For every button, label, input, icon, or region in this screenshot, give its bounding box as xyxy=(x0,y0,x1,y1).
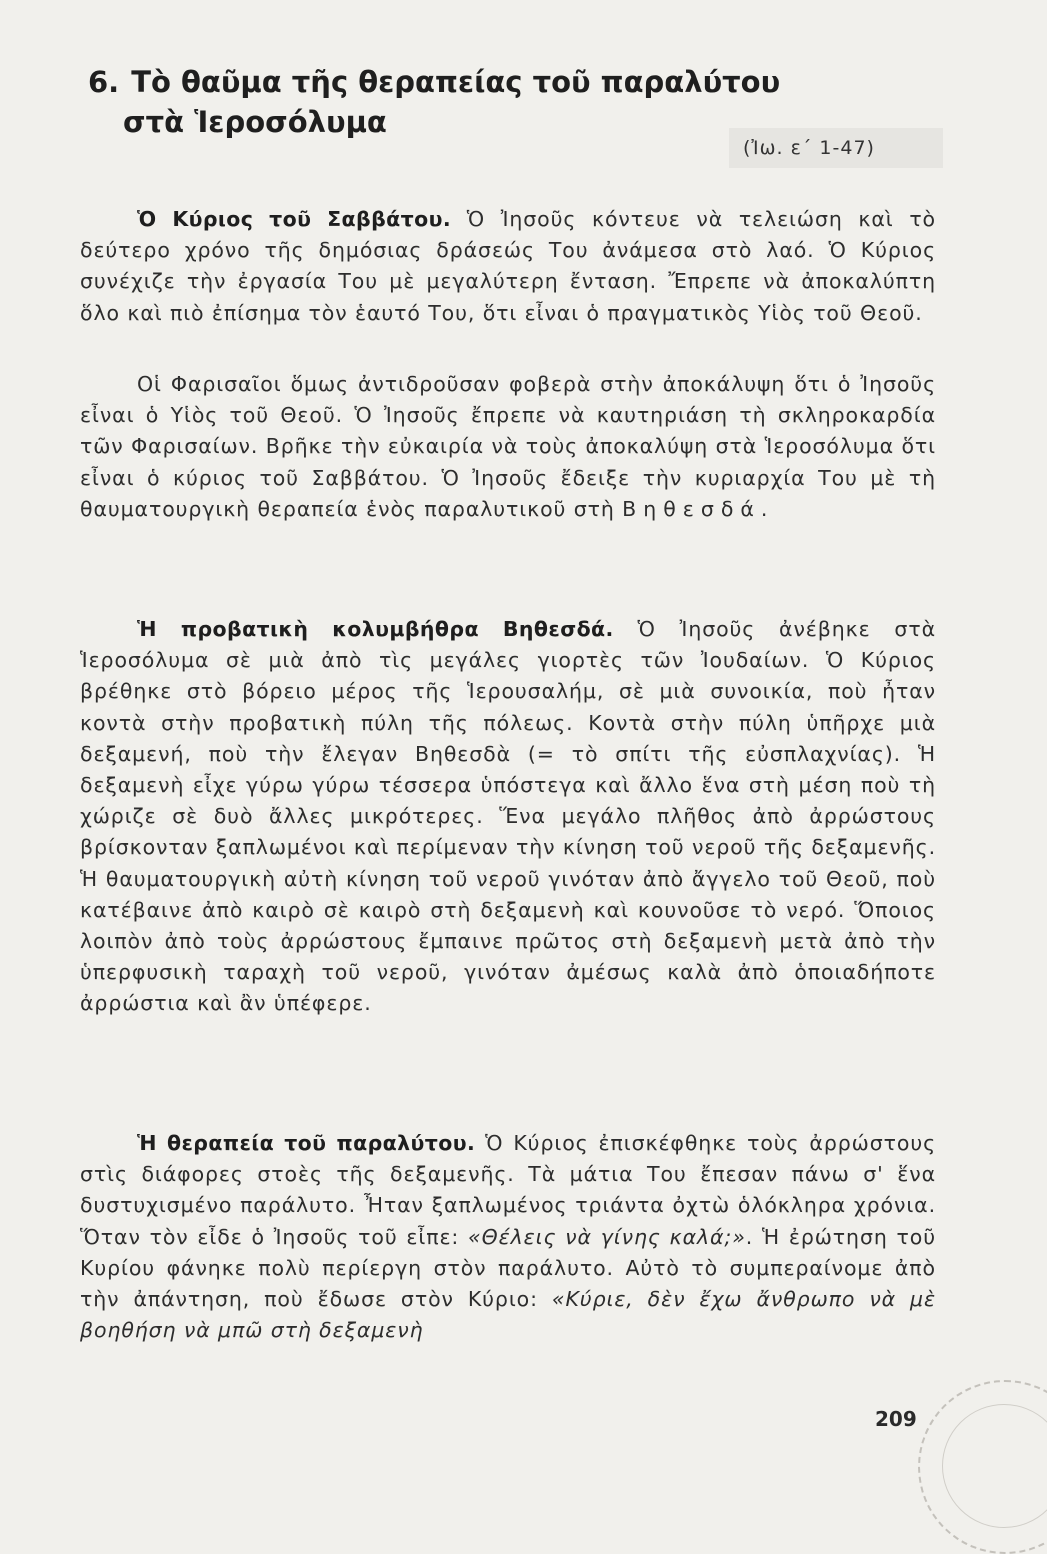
chapter-number: 6. xyxy=(88,65,120,99)
page-number: 209 xyxy=(875,1407,917,1431)
section-heading: Ὁ Κύριος τοῦ Σαββάτου. xyxy=(137,207,452,231)
paragraph-text-end: . xyxy=(760,496,769,521)
paragraph-text: Ὁ Κύριος ἐπισκέφθηκε τοὺς ἀρρώστους στὶς διάφορες στοὲς τῆς δεξαμενῆς. Τὰ μάτια Του ἔπεσαν πάνω σ' ἕνα δυστυχισμένο παράλυτο. Ἦταν ξαπλωμένος τριάντα ὀχτὼ ὁλόκληρα χρόνια. Ὅταν τὸν εἶδε ὁ Ἰησοῦς τοῦ εἶπε: xyxy=(80,1131,937,1249)
scripture-reference: (Ἰω. ε´ 1-47) xyxy=(729,128,943,168)
chapter-title-line-2: στὰ Ἱεροσόλυμα xyxy=(123,105,387,139)
chapter-title-line-1: Τὸ θαῦμα τῆς θεραπείας τοῦ παραλύτου xyxy=(131,65,781,99)
stamp-inner-ring xyxy=(942,1404,1047,1528)
paragraph-text-continued: . Ἡ ἐρώτηση τοῦ Κυρίου φάνηκε πολὺ περίεργη στὸν παράλυτο. Αὐτὸ τὸ συμπεραίνομε ἀπὸ τὴν ἀπάντηση, ποὺ ἔδωσε στὸν Κύριο: xyxy=(80,1224,936,1312)
library-stamp xyxy=(918,1380,1047,1554)
paragraph-text: Οἱ Φαρισαῖοι ὅμως ἀντιδροῦσαν φοβερὰ στὴν ἀποκάλυψη ὅτι ὁ Ἰησοῦς εἶναι ὁ Υἱὸς τοῦ Θεοῦ. Ὁ Ἰησοῦς ἔπρεπε νὰ καυτηριάση τὴ σκληροκαρδία τῶν Φαρισαίων. Βρῆκε τὴν εὐκαιρία νὰ τοὺς ἀποκαλύψη στὰ Ἱεροσόλυμα ὅτι εἶναι ὁ κύριος τοῦ Σαββάτου. Ὁ Ἰησοῦς ἔδειξε τὴν κυριαρχία Του μὲ τὴ θαυματουργικὴ θεραπεία ἑνὸς παραλυτικοῦ στὴ xyxy=(80,372,936,521)
paragraph-pool-bethesda xyxy=(80,614,936,1020)
spaced-place-name: Βηθεσδά xyxy=(622,496,761,521)
section-heading: Ἡ θεραπεία τοῦ παραλύτου. xyxy=(137,1131,476,1155)
paragraph-lord-of-sabbath xyxy=(80,204,936,329)
paragraph-healing xyxy=(80,1128,936,1346)
paragraph-pharisees xyxy=(80,369,936,525)
section-heading: Ἡ προβατικὴ κολυμβήθρα Βηθεσδά. xyxy=(137,617,614,641)
paragraph-text: Ὁ Ἰησοῦς κόντευε νὰ τελειώση καὶ τὸ δεύτερο χρόνο τῆς δημόσιας δράσεώς Του ἀνάμεσα στὸ λαό. Ὁ Κύριος συνέχιζε τὴν ἐργασία Του μὲ μεγαλύτερη ἔνταση. Ἔπρεπε νὰ ἀποκαλύπτη ὅλο καὶ πιὸ ἐπίσημα τὸν ἑαυτό Του, ὅτι εἶναι ὁ πραγματικὸς Υἱὸς τοῦ Θεοῦ. xyxy=(80,207,937,325)
paragraph-text: Ὁ Ἰησοῦς ἀνέβηκε στὰ Ἱεροσόλυμα σὲ μιὰ ἀπὸ τὶς μεγάλες γιορτὲς τῶν Ἰουδαίων. Ὁ Κύριος βρέθηκε στὸ βόρειο μέρος τῆς Ἱερουσαλήμ, σὲ μιὰ συνοικία, ποὺ ἦταν κοντὰ στὴν προβατικὴ πύλη τῆς πόλεως. Κοντὰ στὴν πύλη ὑπῆρχε μιὰ δεξαμενή, ποὺ τὴν ἔλεγαν Βηθεσδὰ (= τὸ σπίτι τῆς εὐσπλαχνίας). Ἡ δεξαμενὴ εἶχε γύρω γύρω τέσσερα ὑπόστεγα καὶ ἄλλο ἕνα στὴ μέση ποὺ τὴ χώριζε σὲ δυὸ ἄλλες μικρότερες. Ἕνα μεγάλο πλῆθος ἀπὸ ἀρρώστους βρίσκονταν ξαπλωμένοι καὶ περίμεναν τὴν κίνηση τοῦ νεροῦ τῆς δεξαμενῆς. Ἡ θαυματουργικὴ αὐτὴ κίνηση τοῦ νεροῦ γινόταν ἀπὸ ἄγγελο τοῦ Θεοῦ, ποὺ κατέβαινε ἀπὸ καιρὸ σὲ καιρὸ στὴ δεξαμενὴ καὶ κουνοῦσε τὸ νερό. Ὅποιος λοιπὸν ἀπὸ τοὺς ἀρρώστους ἔμπαινε πρῶτος στὴ δεξαμενὴ μετὰ ἀπὸ τὴν ὑπερφυσικὴ ταραχὴ τοῦ νεροῦ, γινόταν ἀμέσως καλὰ ἀπὸ ὁποιαδήποτε ἀρρώστια καὶ ἂν ὑπέφερε. xyxy=(80,617,937,1016)
quote-answer: «Κύριε, δὲν ἔχω ἄνθρωπο νὰ μὲ βοηθήση νὰ μπῶ στὴ δεξαμενὴ xyxy=(80,1287,936,1343)
quote-question: «Θέλεις νὰ γίνης καλά;» xyxy=(468,1224,746,1249)
chapter-title xyxy=(88,62,788,142)
